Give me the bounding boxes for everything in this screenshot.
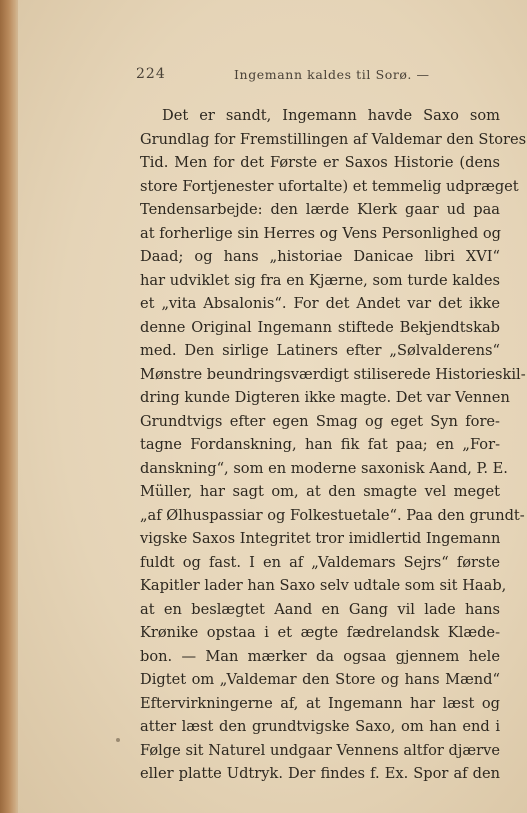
text-line: dring kunde Digteren ikke magte. Det var Vennen [140,389,510,406]
page-header [118,64,430,84]
text-line: eller platte Udtryk. Der findes f. Ex. Spor af den [140,765,500,782]
text-line: bon. — Man mærker da ogsaa gjennem hele [140,647,500,665]
text-line: at forherlige sin Herres og Vens Personlighed og [140,224,502,242]
body-text [140,104,527,786]
text-line: Det er sandt, Ingemann havde Saxo som [162,107,500,124]
text-line: Grundlag for Fremstillingen af Valdemar den Stores [140,130,527,148]
text-line: Krønike opstaa i et ægte fædrelandsk Klæde- [140,624,500,641]
text-line: Daad; og hans „historiae Danicae libri XVI“ [140,248,500,265]
text-line: Tid. Men for det Første er Saxos Historie (dens [140,154,500,171]
text-line: Digtet om „Valdemar den Store og hans Mænd“ [140,671,500,688]
text-line: denne Original Ingemann stiftede Bekjendtskab [140,318,500,336]
text-line: Følge sit Naturel undgaar Vennens altfor djærve [140,741,500,759]
text-line: vigske Saxos Integritet tror imidlertid Ingemann [140,530,501,547]
text-line: store Fortjenester ufortalte) et temmelig udpræget [140,177,519,195]
text-line: Müller, har sagt om, at den smagte vel meget [140,483,500,500]
text-line: tagne Fordanskning, han fik fat paa; en „For- [140,436,500,453]
text-line: atter læst den grundtvigske Saxo, om han end i [140,718,500,735]
ink-spot [116,738,120,742]
running-head: Ingemann kaldes til Sorø. — [234,67,430,82]
text-line: „af Ølhuspassiar og Folkestuetale“. Paa den grundt- [140,506,525,524]
page-number: 224 [136,66,166,82]
text-line: danskning“, som en moderne saxonisk Aand, P. E. [140,459,508,477]
page-paper [18,0,527,813]
book-spine-edge [0,0,16,813]
text-line: et „vita Absalonis“. For det Andet var det ikke [140,295,500,312]
text-line: Mønstre beundringsværdigt stiliserede Historieskil- [140,365,526,383]
text-line: Grundtvigs efter egen Smag og eget Syn fore- [140,412,500,430]
text-line: Tendensarbejde: den lærde Klerk gaar ud paa [140,201,500,218]
text-line: at en beslægtet Aand en Gang vil lade hans [140,600,500,618]
text-line: Kapitler lader han Saxo selv udtale som sit Haab, [140,577,507,594]
text-line: Eftervirkningerne af, at Ingemann har læst og [140,694,500,712]
text-line: med. Den sirlige Latiners efter „Sølvalderens“ [140,342,500,359]
text-line: har udviklet sig fra en Kjærne, som turde kaldes [140,271,500,289]
text-line: fuldt og fast. I en af „Valdemars Sejrs“ første [140,553,500,571]
